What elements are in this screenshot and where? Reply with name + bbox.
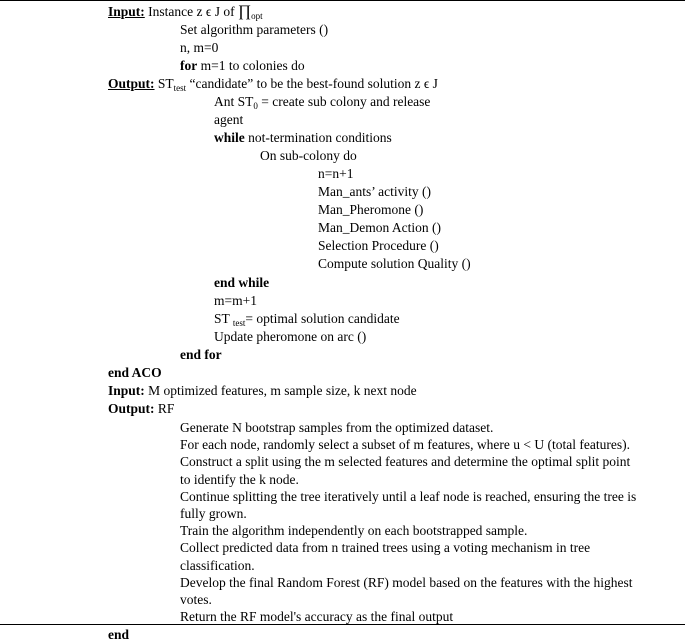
- st-test-line: [214, 310, 400, 328]
- rf-step: votes.: [180, 592, 212, 607]
- end-while-keyword: end while: [214, 275, 270, 290]
- while-line: [214, 129, 392, 147]
- rf-input-line: [108, 382, 417, 400]
- rf-step: Develop the final Random Forest (RF) model based on the features with the highest: [180, 574, 633, 590]
- for-text: m=1 to colonies do: [200, 58, 305, 73]
- aco-output-line: [108, 75, 438, 93]
- opt-subscript: opt: [251, 11, 263, 21]
- init-line: n, m=0: [180, 40, 219, 55]
- inner-step: Compute solution Quality (): [318, 256, 471, 271]
- product-symbol: ∏: [237, 3, 252, 20]
- on-sub-colony-line: On sub-colony do: [260, 148, 357, 163]
- end-aco-keyword: end ACO: [108, 365, 162, 380]
- st-test-subscript: test: [232, 318, 246, 328]
- inner-step: Selection Procedure (): [318, 238, 439, 253]
- rf-step: to identify the k node.: [180, 471, 299, 487]
- rf-step: Return the RF model's accuracy as the final output: [180, 609, 454, 625]
- inner-step: Man_ants’ activity (): [318, 184, 431, 199]
- rf-step: Construct a split using the m selected features and determine the optimal split point: [180, 454, 631, 470]
- aco-input-text: Instance z ϵ J of: [148, 4, 238, 19]
- output-test-subscript: test: [173, 83, 187, 93]
- m-increment-line: m=m+1: [214, 293, 257, 308]
- aco-input-line: [108, 3, 263, 21]
- rf-step: Collect predicted data from n trained trees using a voting mechanism in tree: [180, 540, 591, 556]
- ant-prefix: Ant ST: [214, 94, 254, 109]
- output-text: “candidate” to be the best-found solution z ϵ J: [189, 76, 438, 91]
- update-pheromone-line: Update pheromone on arc (): [214, 329, 367, 344]
- rf-output-text: RF: [157, 401, 175, 416]
- rf-step: fully grown.: [180, 506, 247, 521]
- aco-output-label: Output:: [108, 76, 155, 91]
- aco-input-label: Input:: [108, 4, 145, 19]
- rf-input-text: M optimized features, m sample size, k next node: [148, 383, 417, 398]
- st-text: = optimal solution candidate: [245, 311, 400, 326]
- top-rule: [0, 0, 685, 1]
- rf-end-line: [108, 626, 129, 644]
- rf-end-keyword: end: [108, 627, 130, 642]
- rf-step: For each node, randomly select a subset of m features, where u < U (total features).: [180, 437, 630, 453]
- for-line: [180, 57, 305, 75]
- ant-text: = create sub colony and release: [261, 94, 431, 109]
- rf-step: Train the algorithm independently on each bootstrapped sample.: [180, 523, 528, 539]
- output-st: ST: [157, 76, 174, 91]
- for-keyword: for: [180, 58, 198, 73]
- rf-output-label: Output:: [108, 401, 155, 416]
- ant-cont-line: agent: [214, 112, 244, 127]
- rf-step: Generate N bootstrap samples from the optimized dataset.: [180, 420, 494, 435]
- rf-input-label: Input:: [108, 383, 145, 398]
- end-for-keyword: end for: [180, 347, 222, 362]
- st-prefix: ST: [214, 311, 230, 326]
- rf-step: classification.: [180, 557, 255, 573]
- end-while-line: [214, 274, 269, 292]
- while-text: not-termination conditions: [248, 130, 392, 145]
- inner-step: Man_Demon Action (): [318, 220, 441, 235]
- inner-step: n=n+1: [318, 166, 354, 181]
- while-keyword: while: [214, 130, 245, 145]
- rf-step: Continue splitting the tree iteratively until a leaf node is reached, ensuring the tree is: [180, 488, 637, 504]
- ant-subscript: 0: [253, 101, 258, 111]
- ant-line: [214, 93, 430, 111]
- rf-output-line: [108, 400, 174, 418]
- end-aco-line: [108, 364, 162, 382]
- inner-step: Man_Pheromone (): [318, 202, 424, 217]
- end-for-line: [180, 346, 222, 364]
- set-params-line: Set algorithm parameters (): [180, 22, 329, 37]
